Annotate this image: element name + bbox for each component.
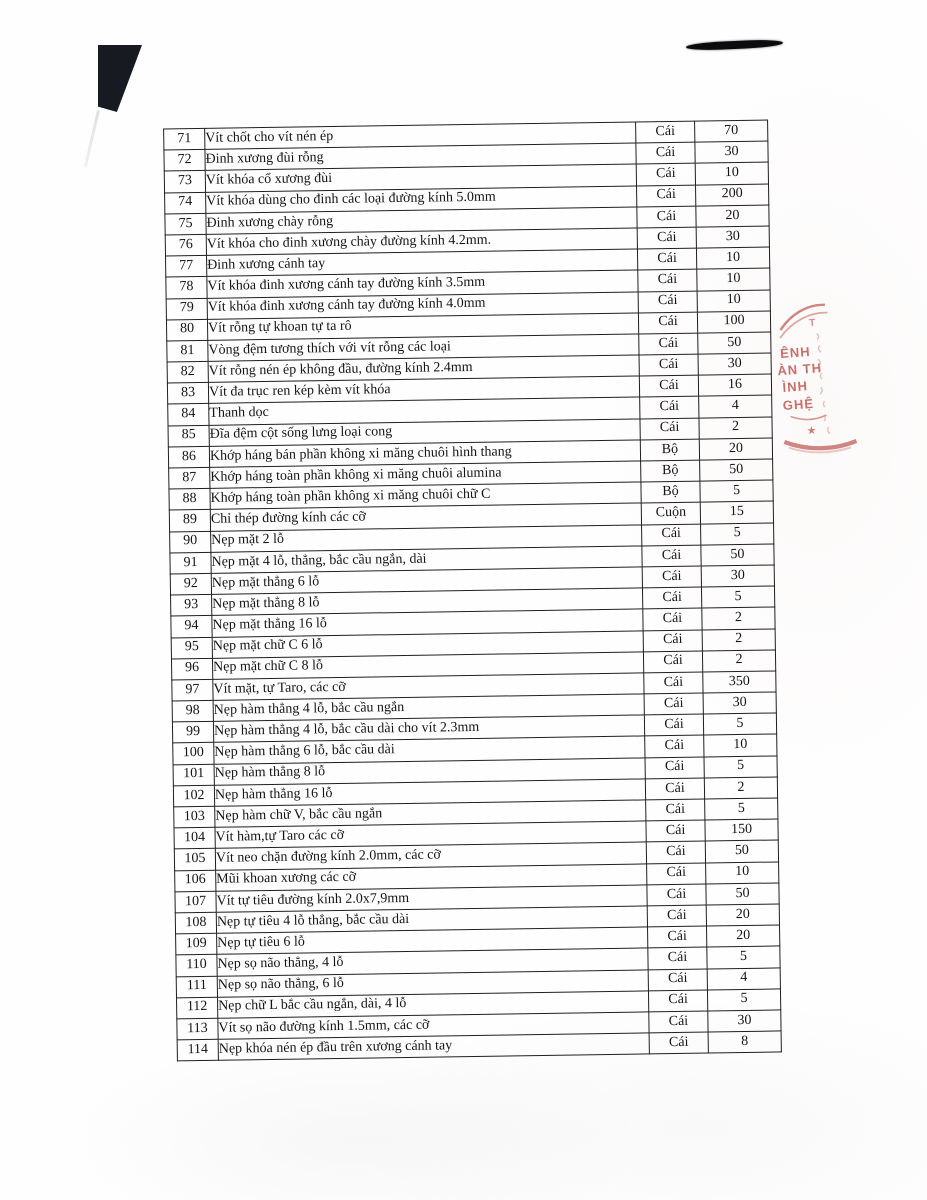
cell-description: Nẹp mặt chữ C 8 lỗ — [212, 652, 643, 680]
cell-description: Vòng đệm tương thích với vít rỗng các loại — [208, 334, 639, 362]
cell-quantity: 5 — [701, 586, 774, 608]
cell-quantity: 16 — [698, 374, 771, 396]
cell-quantity: 30 — [701, 565, 774, 587]
cell-quantity: 10 — [706, 862, 779, 884]
cell-unit: Cái — [644, 714, 703, 736]
cell-stt: 111 — [176, 976, 217, 998]
cell-stt: 83 — [167, 383, 208, 405]
cell-unit: Cái — [647, 863, 706, 885]
cell-quantity: 5 — [703, 713, 776, 735]
supply-table — [163, 120, 782, 1062]
cell-stt: 91 — [170, 552, 211, 574]
cell-description: Nẹp hàm chữ V, bắc cầu ngắn — [215, 800, 646, 828]
cell-stt: 85 — [168, 425, 209, 447]
cell-unit: Cái — [639, 354, 698, 376]
cell-quantity: 20 — [706, 904, 779, 926]
cell-description: Vít khóa đinh xương cánh tay đường kính 4.0mm — [207, 291, 638, 319]
cell-description: Vít khóa đinh xương cánh tay đường kính 3.5mm — [207, 270, 638, 298]
stamp-arc-bottom-outer2 — [789, 443, 851, 454]
cell-unit: Bộ — [641, 481, 700, 503]
cell-quantity: 4 — [699, 395, 772, 417]
stamp-fragment: GHỆ — [782, 395, 815, 413]
cell-unit: Cái — [642, 566, 701, 588]
cell-unit: Cái — [636, 163, 695, 185]
cell-stt: 80 — [166, 319, 207, 341]
cell-stt: 72 — [164, 150, 205, 172]
stamp-arc-top-inner — [779, 312, 829, 338]
cell-quantity: 2 — [702, 607, 775, 629]
cell-stt: 104 — [174, 827, 215, 849]
cell-description: Vít khóa cổ xương đùi — [205, 164, 636, 192]
cell-unit: Cái — [638, 291, 697, 313]
cell-unit: Bộ — [640, 439, 699, 461]
cell-unit: Cái — [642, 587, 701, 609]
cell-description: Vít hàm,tự Taro các cỡ — [215, 821, 646, 849]
cell-stt: 96 — [171, 658, 212, 680]
cell-unit: Cái — [644, 672, 703, 694]
cell-quantity: 30 — [703, 692, 776, 714]
cell-unit: Cái — [645, 778, 704, 800]
cell-quantity: 8 — [708, 1031, 781, 1053]
cell-description: Khớp háng toàn phần không xi măng chuôi chữ C — [210, 482, 641, 510]
cell-description: Nẹp tự tiêu 4 lỗ thẳng, bắc cầu dài — [216, 906, 647, 934]
cell-unit: Cuộn — [641, 502, 700, 524]
cell-unit: Cái — [639, 375, 698, 397]
cell-description: Nẹp hàm thẳng 4 lỗ, bắc cầu dài cho vít 2.3mm — [213, 715, 644, 743]
cell-quantity: 5 — [707, 989, 780, 1011]
cell-unit: Cái — [637, 248, 696, 270]
cell-description: Vít sọ não đường kính 1.5mm, các cỡ — [218, 1012, 649, 1040]
cell-quantity: 10 — [695, 162, 768, 184]
cell-stt: 107 — [175, 891, 216, 913]
cell-description: Nẹp sọ não thẳng, 4 lỗ — [217, 948, 648, 976]
cell-description: Nẹp tự tiêu 6 lỗ — [217, 927, 648, 955]
cell-quantity: 5 — [700, 480, 773, 502]
cell-unit: Cái — [638, 312, 697, 334]
cell-unit: Cái — [646, 820, 705, 842]
cell-stt: 75 — [165, 213, 206, 235]
cell-stt: 102 — [173, 785, 214, 807]
cell-description: Nẹp hàm thẳng 8 lỗ — [214, 758, 645, 786]
cell-unit: Cái — [638, 269, 697, 291]
cell-quantity: 30 — [698, 353, 771, 375]
cell-stt: 114 — [177, 1039, 218, 1061]
cell-stt: 92 — [170, 573, 211, 595]
cell-stt: 73 — [164, 171, 205, 193]
cell-unit: Bộ — [641, 460, 700, 482]
cell-unit: Cái — [648, 926, 707, 948]
stamp-arc-bottom-inner — [791, 414, 827, 421]
cell-stt: 86 — [168, 446, 209, 468]
cell-unit: Cái — [642, 524, 701, 546]
cell-quantity: 10 — [697, 290, 770, 312]
cell-stt: 99 — [172, 722, 213, 744]
cell-quantity: 50 — [705, 840, 778, 862]
cell-description: Nẹp mặt chữ C 6 lỗ — [212, 630, 643, 658]
stamp-fragment: ÌNH — [782, 378, 809, 395]
red-stamp — [764, 289, 886, 466]
cell-unit: Cái — [648, 969, 707, 991]
cell-stt: 84 — [168, 404, 209, 426]
cell-description: Vít rỗng nén ép không đầu, đường kính 2.4mm — [208, 355, 639, 383]
cell-description: Nẹp hàm thẳng 6 lỗ, bắc cầu dài — [214, 736, 645, 764]
cell-description: Khớp háng bán phần không xi măng chuôi hình thang — [209, 440, 640, 468]
cell-quantity: 50 — [701, 544, 774, 566]
cell-stt: 82 — [167, 361, 208, 383]
cell-unit: Cái — [643, 651, 702, 673]
cell-quantity: 2 — [699, 417, 772, 439]
cell-stt: 112 — [177, 997, 218, 1019]
cell-description: Nẹp khóa nén ép đầu trên xương cánh tay — [218, 1033, 649, 1061]
cell-unit: Cái — [640, 397, 699, 419]
cell-description: Nẹp mặt 2 lỗ — [211, 525, 642, 553]
cell-stt: 94 — [171, 616, 212, 638]
cell-description: Vít neo chặn đường kính 2.0mm, các cỡ — [215, 842, 646, 870]
cell-description: Nẹp mặt thẳng 6 lỗ — [211, 567, 642, 595]
cell-description: Chỉ thép đường kính các cỡ — [210, 503, 641, 531]
cell-description: Nẹp hàm thẳng 4 lỗ, bắc cầu ngắn — [213, 694, 644, 722]
cell-stt: 77 — [166, 255, 207, 277]
cell-stt: 81 — [167, 340, 208, 362]
cell-quantity: 2 — [702, 628, 775, 650]
cell-stt: 113 — [177, 1018, 218, 1040]
cell-stt: 76 — [165, 234, 206, 256]
cell-quantity: 50 — [700, 459, 773, 481]
cell-quantity: 70 — [695, 120, 768, 142]
cell-quantity: 30 — [696, 226, 769, 248]
cell-description: Nẹp mặt thẳng 16 lỗ — [212, 609, 643, 637]
supply-table-wrap — [163, 120, 777, 1062]
scan-corner-artifact — [98, 45, 142, 112]
cell-unit: Cái — [639, 333, 698, 355]
cell-unit: Cái — [645, 735, 704, 757]
cell-description: Vít mặt, tự Taro, các cỡ — [213, 673, 644, 701]
stamp-arc-top-outer — [779, 305, 826, 330]
cell-unit: Cái — [636, 142, 695, 164]
cell-stt: 74 — [165, 192, 206, 214]
paper-edge-shadow — [84, 110, 100, 167]
cell-description: Vít đa trục ren kép kèm vít khóa — [208, 376, 639, 404]
cell-stt: 105 — [174, 849, 215, 871]
cell-unit: Cái — [642, 545, 701, 567]
cell-quantity: 20 — [707, 925, 780, 947]
stamp-star-icon: ★ — [806, 424, 817, 438]
cell-unit: Cái — [637, 227, 696, 249]
cell-stt: 95 — [171, 637, 212, 659]
cell-unit: Cái — [636, 121, 695, 143]
cell-stt: 106 — [175, 870, 216, 892]
cell-unit: Cái — [648, 947, 707, 969]
stamp-squiggle-marks — [816, 333, 830, 434]
cell-unit: Cái — [643, 630, 702, 652]
cell-quantity: 15 — [700, 501, 773, 523]
cell-quantity: 20 — [699, 438, 772, 460]
cell-unit: Cái — [645, 757, 704, 779]
cell-description: Vít khóa cho đinh xương chày đường kính 4.2mm. — [206, 228, 637, 256]
cell-unit: Cái — [647, 905, 706, 927]
cell-description: Nẹp sọ não thẳng, 6 lỗ — [217, 969, 648, 997]
cell-description: Thanh dọc — [209, 397, 640, 425]
cell-stt: 100 — [173, 743, 214, 765]
cell-description: Khớp háng toàn phần không xi măng chuôi alumina — [210, 461, 641, 489]
cell-quantity: 2 — [704, 777, 777, 799]
cell-unit: Cái — [649, 1032, 708, 1054]
cell-stt: 108 — [175, 912, 216, 934]
cell-stt: 109 — [176, 933, 217, 955]
cell-quantity: 10 — [696, 247, 769, 269]
cell-description: Nẹp mặt thẳng 8 lỗ — [212, 588, 643, 616]
cell-quantity: 100 — [697, 311, 770, 333]
cell-quantity: 10 — [697, 268, 770, 290]
cell-unit: Cái — [637, 185, 696, 207]
cell-description: Vít rỗng tự khoan tự ta rô — [207, 313, 638, 341]
cell-description: Vít khóa dùng cho đinh các loại đường kính 5.0mm — [206, 186, 637, 214]
cell-unit: Cái — [646, 799, 705, 821]
scan-streak-artifact — [686, 39, 783, 51]
cell-quantity: 350 — [703, 671, 776, 693]
cell-description: Đĩa đệm cột sống lưng loại cong — [209, 419, 640, 447]
cell-description: Đinh xương chày rỗng — [206, 207, 637, 235]
cell-quantity: 200 — [696, 184, 769, 206]
cell-stt: 93 — [171, 594, 212, 616]
cell-quantity: 150 — [705, 819, 778, 841]
cell-unit: Cái — [637, 206, 696, 228]
stamp-arc-bottom-outer — [784, 437, 856, 451]
cell-description: Mũi khoan xương các cỡ — [216, 863, 647, 891]
cell-quantity: 50 — [698, 332, 771, 354]
cell-quantity: 5 — [701, 523, 774, 545]
cell-description: Nẹp hàm thẳng 16 lỗ — [214, 779, 645, 807]
cell-stt: 97 — [172, 679, 213, 701]
cell-description: Đinh xương cánh tay — [206, 249, 637, 277]
cell-quantity: 30 — [708, 1010, 781, 1032]
cell-stt: 90 — [170, 531, 211, 553]
cell-description: Nẹp chữ L bắc cầu ngắn, dài, 4 lỗ — [218, 991, 649, 1019]
cell-stt: 101 — [173, 764, 214, 786]
cell-unit: Cái — [644, 693, 703, 715]
cell-quantity: 5 — [707, 946, 780, 968]
cell-description: Vít chốt cho vít nén ép — [205, 122, 636, 150]
cell-stt: 103 — [174, 806, 215, 828]
cell-unit: Cái — [647, 884, 706, 906]
cell-quantity: 50 — [706, 883, 779, 905]
cell-stt: 88 — [169, 489, 210, 511]
cell-quantity: 20 — [696, 205, 769, 227]
stamp-fragment: ÀN TH — [776, 360, 823, 379]
cell-description: Vít tự tiêu đường kính 2.0x7,9mm — [216, 885, 647, 913]
cell-quantity: 2 — [702, 650, 775, 672]
cell-description: Nẹp mặt 4 lỗ, thẳng, bắc cầu ngắn, dài — [211, 546, 642, 574]
cell-description: Đinh xương đùi rỗng — [205, 143, 636, 171]
cell-quantity: 10 — [704, 734, 777, 756]
cell-quantity: 5 — [704, 756, 777, 778]
cell-stt: 78 — [166, 277, 207, 299]
stamp-fragment: ÊNH — [779, 343, 812, 362]
cell-stt: 89 — [169, 510, 210, 532]
cell-unit: Cái — [649, 1011, 708, 1033]
cell-unit: Cái — [646, 841, 705, 863]
cell-unit: Cái — [643, 608, 702, 630]
cell-stt: 79 — [166, 298, 207, 320]
cell-stt: 71 — [164, 128, 205, 150]
stamp-fragment: T — [808, 317, 816, 329]
cell-stt: 87 — [169, 467, 210, 489]
cell-unit: Cái — [648, 990, 707, 1012]
cell-stt: 110 — [176, 955, 217, 977]
cell-stt: 98 — [172, 700, 213, 722]
cell-quantity: 5 — [705, 798, 778, 820]
cell-quantity: 30 — [695, 141, 768, 163]
cell-unit: Cái — [640, 418, 699, 440]
cell-quantity: 4 — [707, 967, 780, 989]
